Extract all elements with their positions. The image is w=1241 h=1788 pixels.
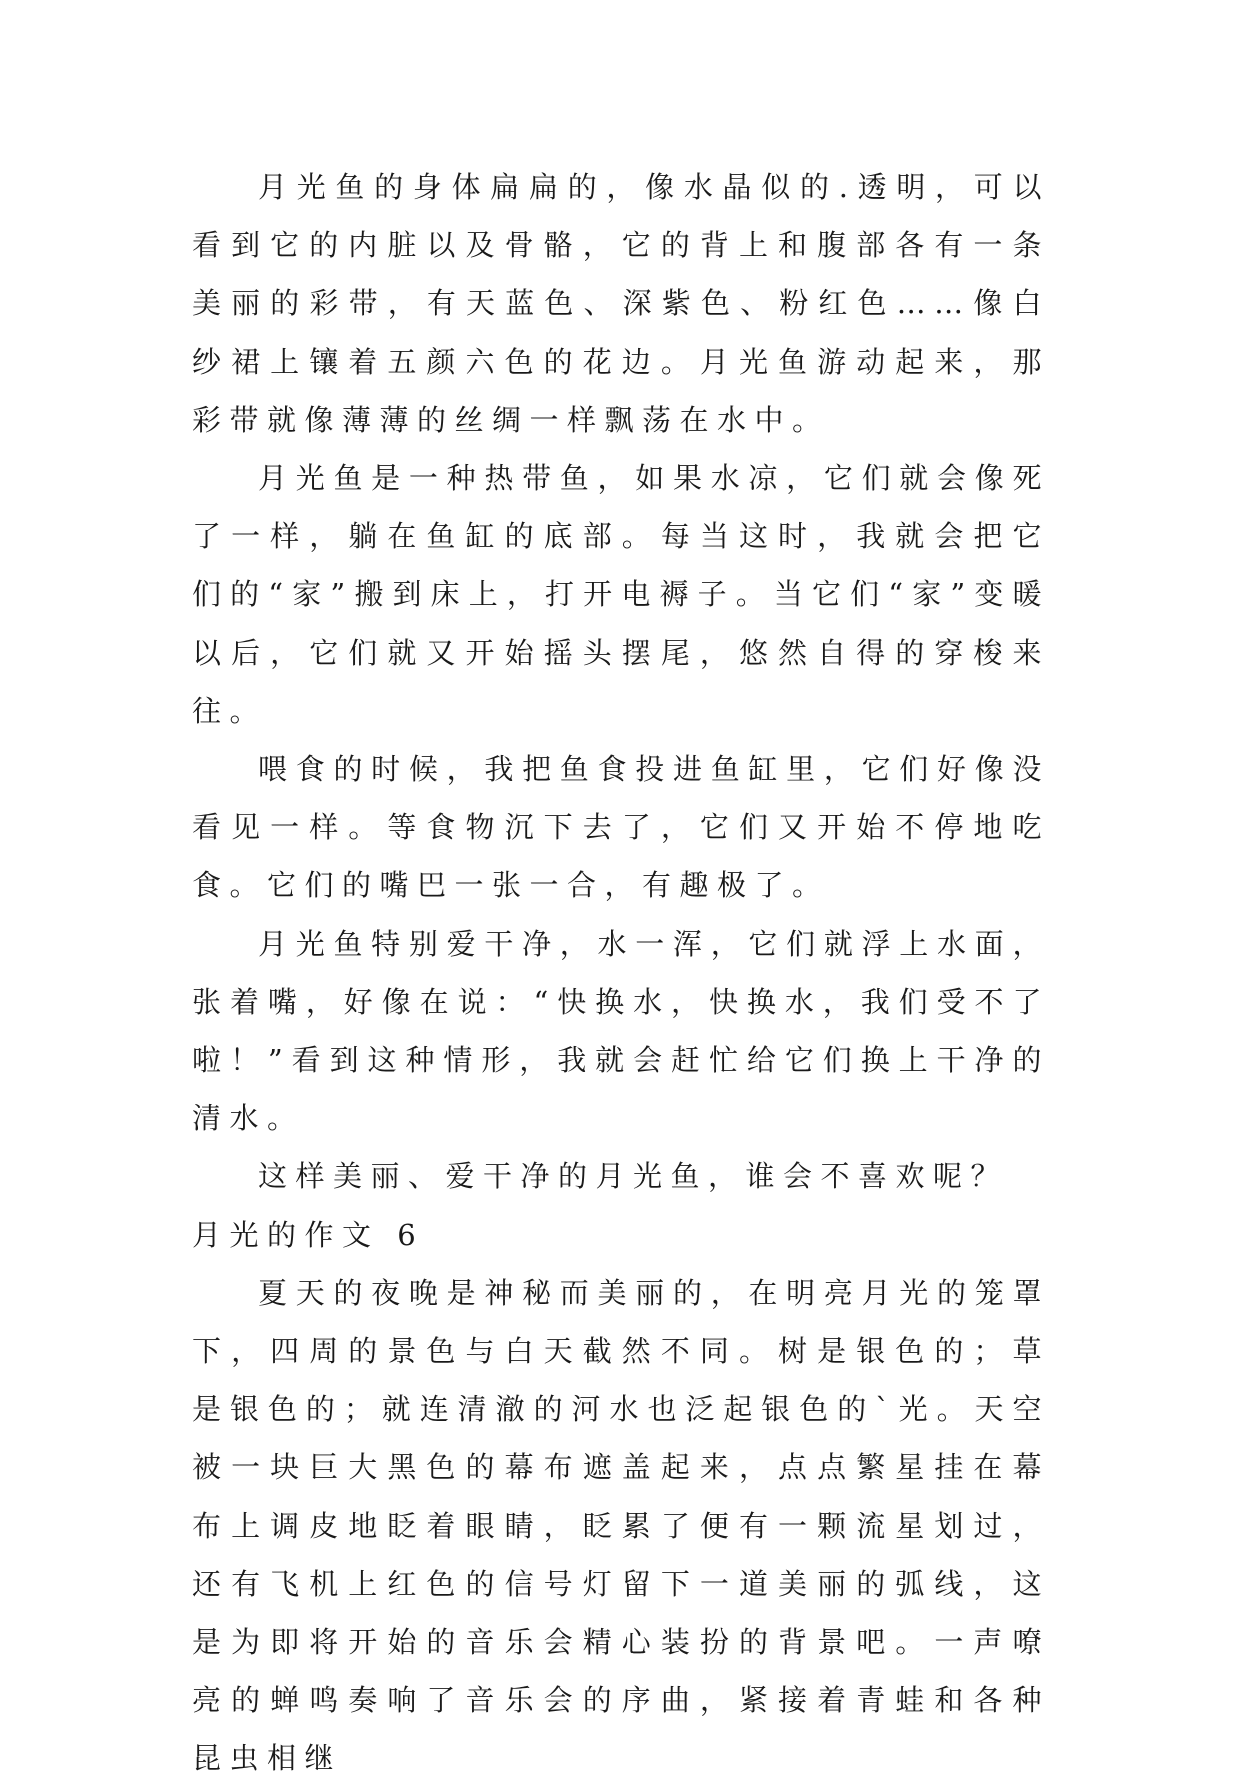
paragraph: 夏天的夜晚是神秘而美丽的，在明亮月光的笼罩下，四周的景色与白天截然不同。树是银色的；草是银色的；就连清澈的河水也泛起银色的`光。天空被一块巨大黑色的幕布遮盖起来，点点繁星挂在幕布上调皮地眨着眼睛，眨累了便有一颗流星划过，还有飞机上红色的信号灯留下一道美丽的弧线，这是为即将开始的音乐会精心装扮的背景吧。一声嘹亮的蝉鸣奏响了音乐会的序曲，紧接着青蛙和各种昆虫相继: [192, 1275, 1050, 1776]
paragraph: 月光鱼特别爱干净，水一浑，它们就浮上水面，张着嘴，好像在说：“快换水，快换水，我们受不了啦！”看到这种情形，我就会赶忙给它们换上干净的清水。: [192, 926, 1050, 1136]
paragraph: 月光鱼是一种热带鱼，如果水凉，它们就会像死了一样，躺在鱼缸的底部。每当这时，我就会把它们的“家”搬到床上，打开电褥子。当它们“家”变暖以后，它们就又开始摇头摆尾，悠然自得的穿梭来往。: [192, 461, 1050, 728]
section-title: 月光的作文 6: [192, 1217, 425, 1252]
paragraph: 这样美丽、爱干净的月光鱼，谁会不喜欢呢？: [258, 1159, 1009, 1194]
paragraph: 月光鱼的身体扁扁的，像水晶似的.透明，可以看到它的内脏以及骨骼，它的背上和腹部各有一条美丽的彩带，有天蓝色、深紫色、粉红色……像白纱裙上镶着五颜六色的花边。月光鱼游动起来，那彩带就像薄薄的丝绸一样飘荡在水中。: [192, 170, 1050, 437]
paragraph: 喂食的时候，我把鱼食投进鱼缸里，它们好像没看见一样。等食物沉下去了，它们又开始不停地吃食。它们的嘴巴一张一合，有趣极了。: [192, 752, 1050, 903]
document-body: [192, 158, 1050, 1788]
